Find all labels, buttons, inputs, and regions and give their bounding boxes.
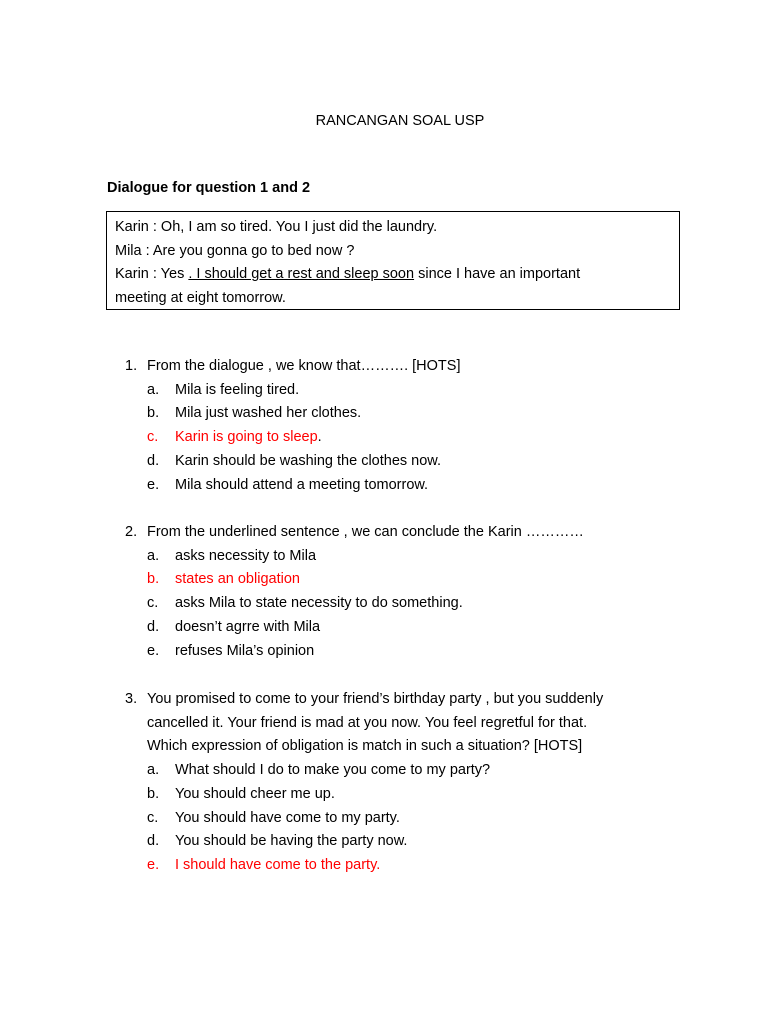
option-e (125, 474, 685, 498)
option-letter: d. (147, 618, 160, 635)
question-text: From the dialogue , we know that………. [HOTS] (147, 358, 461, 374)
option-letter: d. (147, 452, 160, 469)
option-trailing-period: . (317, 429, 322, 446)
dialogue-line: Karin : Oh, I am so tired. You I just did the laundry. (115, 219, 438, 235)
question-number: 3. (125, 691, 138, 707)
option-text: asks Mila to state necessity to do something. (175, 595, 463, 612)
question-text-line: You promised to come to your friend’s birthday party , but you suddenly (147, 691, 604, 707)
option-letter: a. (147, 547, 160, 564)
option-letter: c. (147, 595, 159, 612)
option-c (125, 592, 685, 616)
option-d (125, 830, 685, 854)
option-b-answer (125, 568, 685, 592)
question-text-line: cancelled it. Your friend is mad at you now. You feel regretful for that. (147, 714, 588, 731)
question-3 (125, 688, 685, 878)
option-b (125, 783, 685, 807)
question-number: 2. (125, 524, 138, 540)
option-b (125, 402, 685, 426)
question-2 (125, 521, 685, 663)
option-text: What should I do to make you come to my party? (175, 762, 491, 779)
option-letter: e. (147, 642, 160, 659)
question-1 (125, 355, 685, 497)
option-letter: b. (147, 571, 160, 588)
option-letter: a. (147, 762, 160, 779)
option-text: Mila just washed her clothes. (175, 405, 362, 422)
dialogue-line-prefix: Karin : Yes (115, 266, 189, 282)
option-text: Karin should be washing the clothes now. (175, 452, 442, 469)
option-a (125, 379, 685, 403)
dialogue-heading: Dialogue for question 1 and 2 (107, 180, 311, 196)
option-text: asks necessity to Mila (175, 547, 317, 564)
option-text: doesn’t agrre with Mila (175, 618, 321, 635)
option-letter: b. (147, 405, 160, 422)
question-number: 1. (125, 358, 138, 374)
option-e (125, 640, 685, 664)
page-title: RANCANGAN SOAL USP (315, 113, 485, 129)
option-letter: e. (147, 856, 160, 873)
underlined-sentence: . I should get a rest and sleep soon (188, 266, 415, 282)
dialogue-line (115, 263, 671, 287)
dialogue-box (106, 211, 680, 310)
question-text (147, 688, 685, 759)
option-c-answer (125, 426, 685, 450)
option-text: You should be having the party now. (175, 833, 408, 850)
option-letter: d. (147, 833, 160, 850)
question-text-line: Which expression of obligation is match in such a situation? [HOTS] (147, 738, 583, 755)
option-d (125, 616, 685, 640)
option-text: I should have come to the party. (175, 856, 381, 873)
option-text: You should have come to my party. (175, 809, 400, 826)
dialogue-line: meeting at eight tomorrow. (115, 289, 286, 306)
option-a (125, 759, 685, 783)
option-letter: c. (147, 429, 159, 446)
option-letter: b. (147, 785, 160, 802)
option-letter: a. (147, 381, 160, 398)
question-text: From the underlined sentence , we can conclude the Karin ………… (147, 524, 584, 540)
option-text: states an obligation (175, 571, 300, 588)
option-e-answer (125, 854, 685, 878)
option-letter: e. (147, 476, 160, 493)
option-a (125, 545, 685, 569)
option-text: You should cheer me up. (175, 785, 335, 802)
option-c (125, 807, 685, 831)
option-text: refuses Mila’s opinion (175, 642, 315, 659)
option-letter: c. (147, 809, 159, 826)
dialogue-line-suffix: since I have an important (414, 266, 581, 282)
option-d (125, 450, 685, 474)
dialogue-line: Mila : Are you gonna go to bed now ? (115, 242, 355, 259)
option-text: Karin is going to sleep (175, 429, 318, 446)
option-text: Mila is feeling tired. (175, 381, 300, 398)
option-text: Mila should attend a meeting tomorrow. (175, 476, 429, 493)
